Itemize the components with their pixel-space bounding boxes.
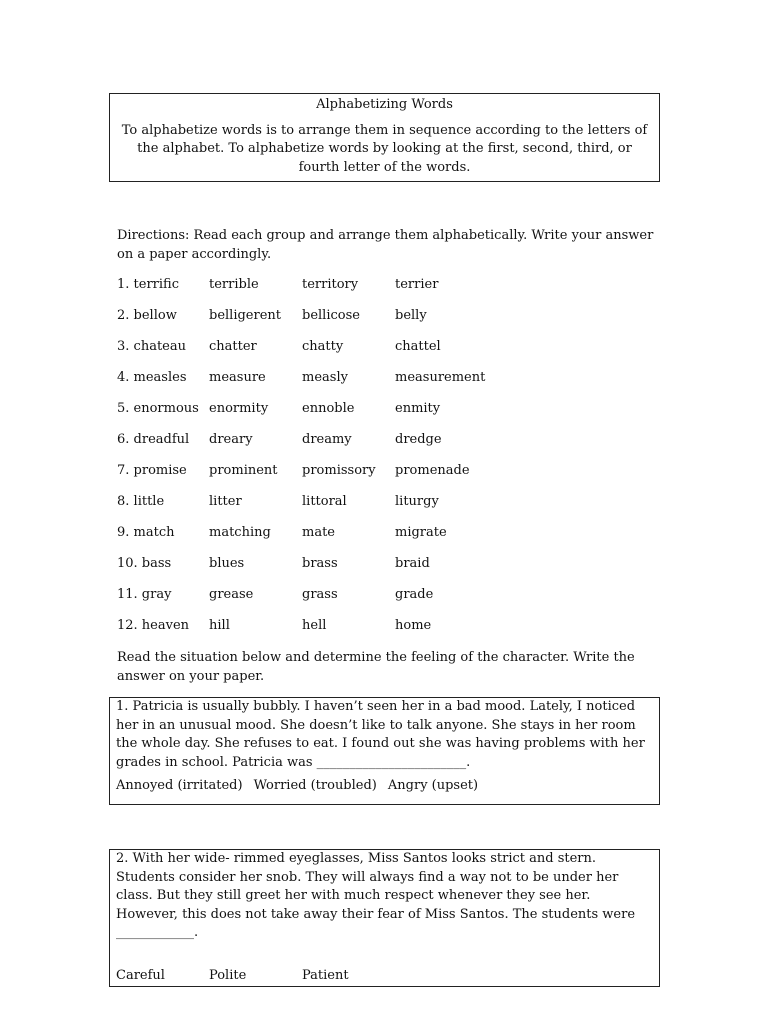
situation-1-box	[109, 697, 660, 805]
word-cell: chatter	[209, 339, 257, 354]
word-group-row	[117, 617, 515, 648]
word-cell: grease	[209, 587, 254, 602]
word-cell: dreamy	[302, 432, 352, 447]
word-cell: belligerent	[209, 308, 282, 323]
word-group-row	[117, 462, 515, 493]
choice: Worried (troubled)	[253, 778, 377, 793]
word-cell: prominent	[209, 463, 278, 478]
word-cell: 4. measles	[117, 370, 187, 385]
word-cell: 8. little	[117, 494, 165, 509]
word-group-row	[117, 400, 515, 431]
situation-1-text: 1. Patricia is usually bubbly. I haven’t seen her in a bad mood. Lately, I noticed her in an unusual mood. She doesn’t like to talk anyone. She stays in her room the whole day. She refuses to eat. I found out she was having problems with her grades in school. Patricia was _______________________.	[116, 699, 645, 770]
word-cell: litter	[209, 494, 242, 509]
word-cell: enmity	[395, 401, 441, 416]
word-group-row	[117, 338, 515, 369]
word-cell: home	[395, 618, 432, 633]
word-cell: matching	[209, 525, 271, 540]
situation-1-choices	[116, 777, 653, 796]
word-cell: measure	[209, 370, 266, 385]
word-group-row	[117, 586, 515, 617]
word-cell: promenade	[395, 463, 470, 478]
word-cell: ennoble	[302, 401, 355, 416]
word-cell: 7. promise	[117, 463, 187, 478]
word-cell: brass	[302, 556, 338, 571]
word-group-row	[117, 431, 515, 462]
word-cell: 6. dreadful	[117, 432, 190, 447]
word-cell: blues	[209, 556, 245, 571]
word-cell: 5. enormous	[117, 401, 199, 416]
choice: Patient	[302, 968, 349, 983]
word-cell: grass	[302, 587, 338, 602]
word-cell: 12. heaven	[117, 618, 190, 633]
directions-text: Directions: Read each group and arrange them alphabetically. Write your answer on a paper accordingly.	[117, 228, 654, 262]
word-cell: 11. gray	[117, 587, 172, 602]
word-cell: migrate	[395, 525, 447, 540]
word-cell: measurement	[395, 370, 486, 385]
word-cell: enormity	[209, 401, 269, 416]
choice: Careful	[116, 968, 165, 983]
intro-box	[109, 93, 660, 182]
word-cell: territory	[302, 277, 359, 292]
word-cell: bellicose	[302, 308, 360, 323]
word-cell: terrible	[209, 277, 259, 292]
intro-definition: To alphabetize words is to arrange them in sequence according to the letters of the alphabet. To alphabetize words by looking at the first, second, third, or fourth letter of the words.	[121, 122, 648, 175]
word-cell: grade	[395, 587, 434, 602]
word-cell: chattel	[395, 339, 441, 354]
word-cell: liturgy	[395, 494, 439, 509]
word-group-row	[117, 524, 515, 555]
word-group-row	[117, 276, 515, 307]
word-cell: hell	[302, 618, 327, 633]
situation-directions: Read the situation below and determine the feeling of the character. Write the answer on your paper.	[117, 650, 635, 684]
word-groups-table	[117, 276, 515, 648]
word-cell: hill	[209, 618, 230, 633]
word-cell: mate	[302, 525, 335, 540]
word-cell: 10. bass	[117, 556, 172, 571]
word-cell: terrier	[395, 277, 439, 292]
situation-2-box	[109, 849, 660, 987]
word-cell: 2. bellow	[117, 308, 177, 323]
word-cell: 3. chateau	[117, 339, 186, 354]
word-group-row	[117, 555, 515, 586]
choice: Angry (upset)	[387, 778, 479, 793]
word-cell: promissory	[302, 463, 376, 478]
word-cell: measly	[302, 370, 348, 385]
word-cell: littoral	[302, 494, 347, 509]
choice: Polite	[209, 968, 247, 983]
situation-2-choices	[116, 967, 395, 986]
word-cell: belly	[395, 308, 427, 323]
worksheet-title: Alphabetizing Words	[316, 97, 453, 112]
word-group-row	[117, 369, 515, 400]
word-group-row	[117, 307, 515, 338]
word-cell: dredge	[395, 432, 442, 447]
situation-2-text: 2. With her wide- rimmed eyeglasses, Miss Santos looks strict and stern. Students consider her snob. They will always find a way not to be under her class. But they still greet her with much respect whenever they see her. However, this does not take away their fear of Miss Santos. The students were ____________.	[116, 851, 636, 940]
word-cell: 1. terrific	[117, 277, 179, 292]
word-cell: braid	[395, 556, 430, 571]
word-cell: dreary	[209, 432, 253, 447]
word-cell: 9. match	[117, 525, 175, 540]
word-cell: chatty	[302, 339, 344, 354]
choice: Annoyed (irritated)	[116, 778, 243, 793]
word-group-row	[117, 493, 515, 524]
